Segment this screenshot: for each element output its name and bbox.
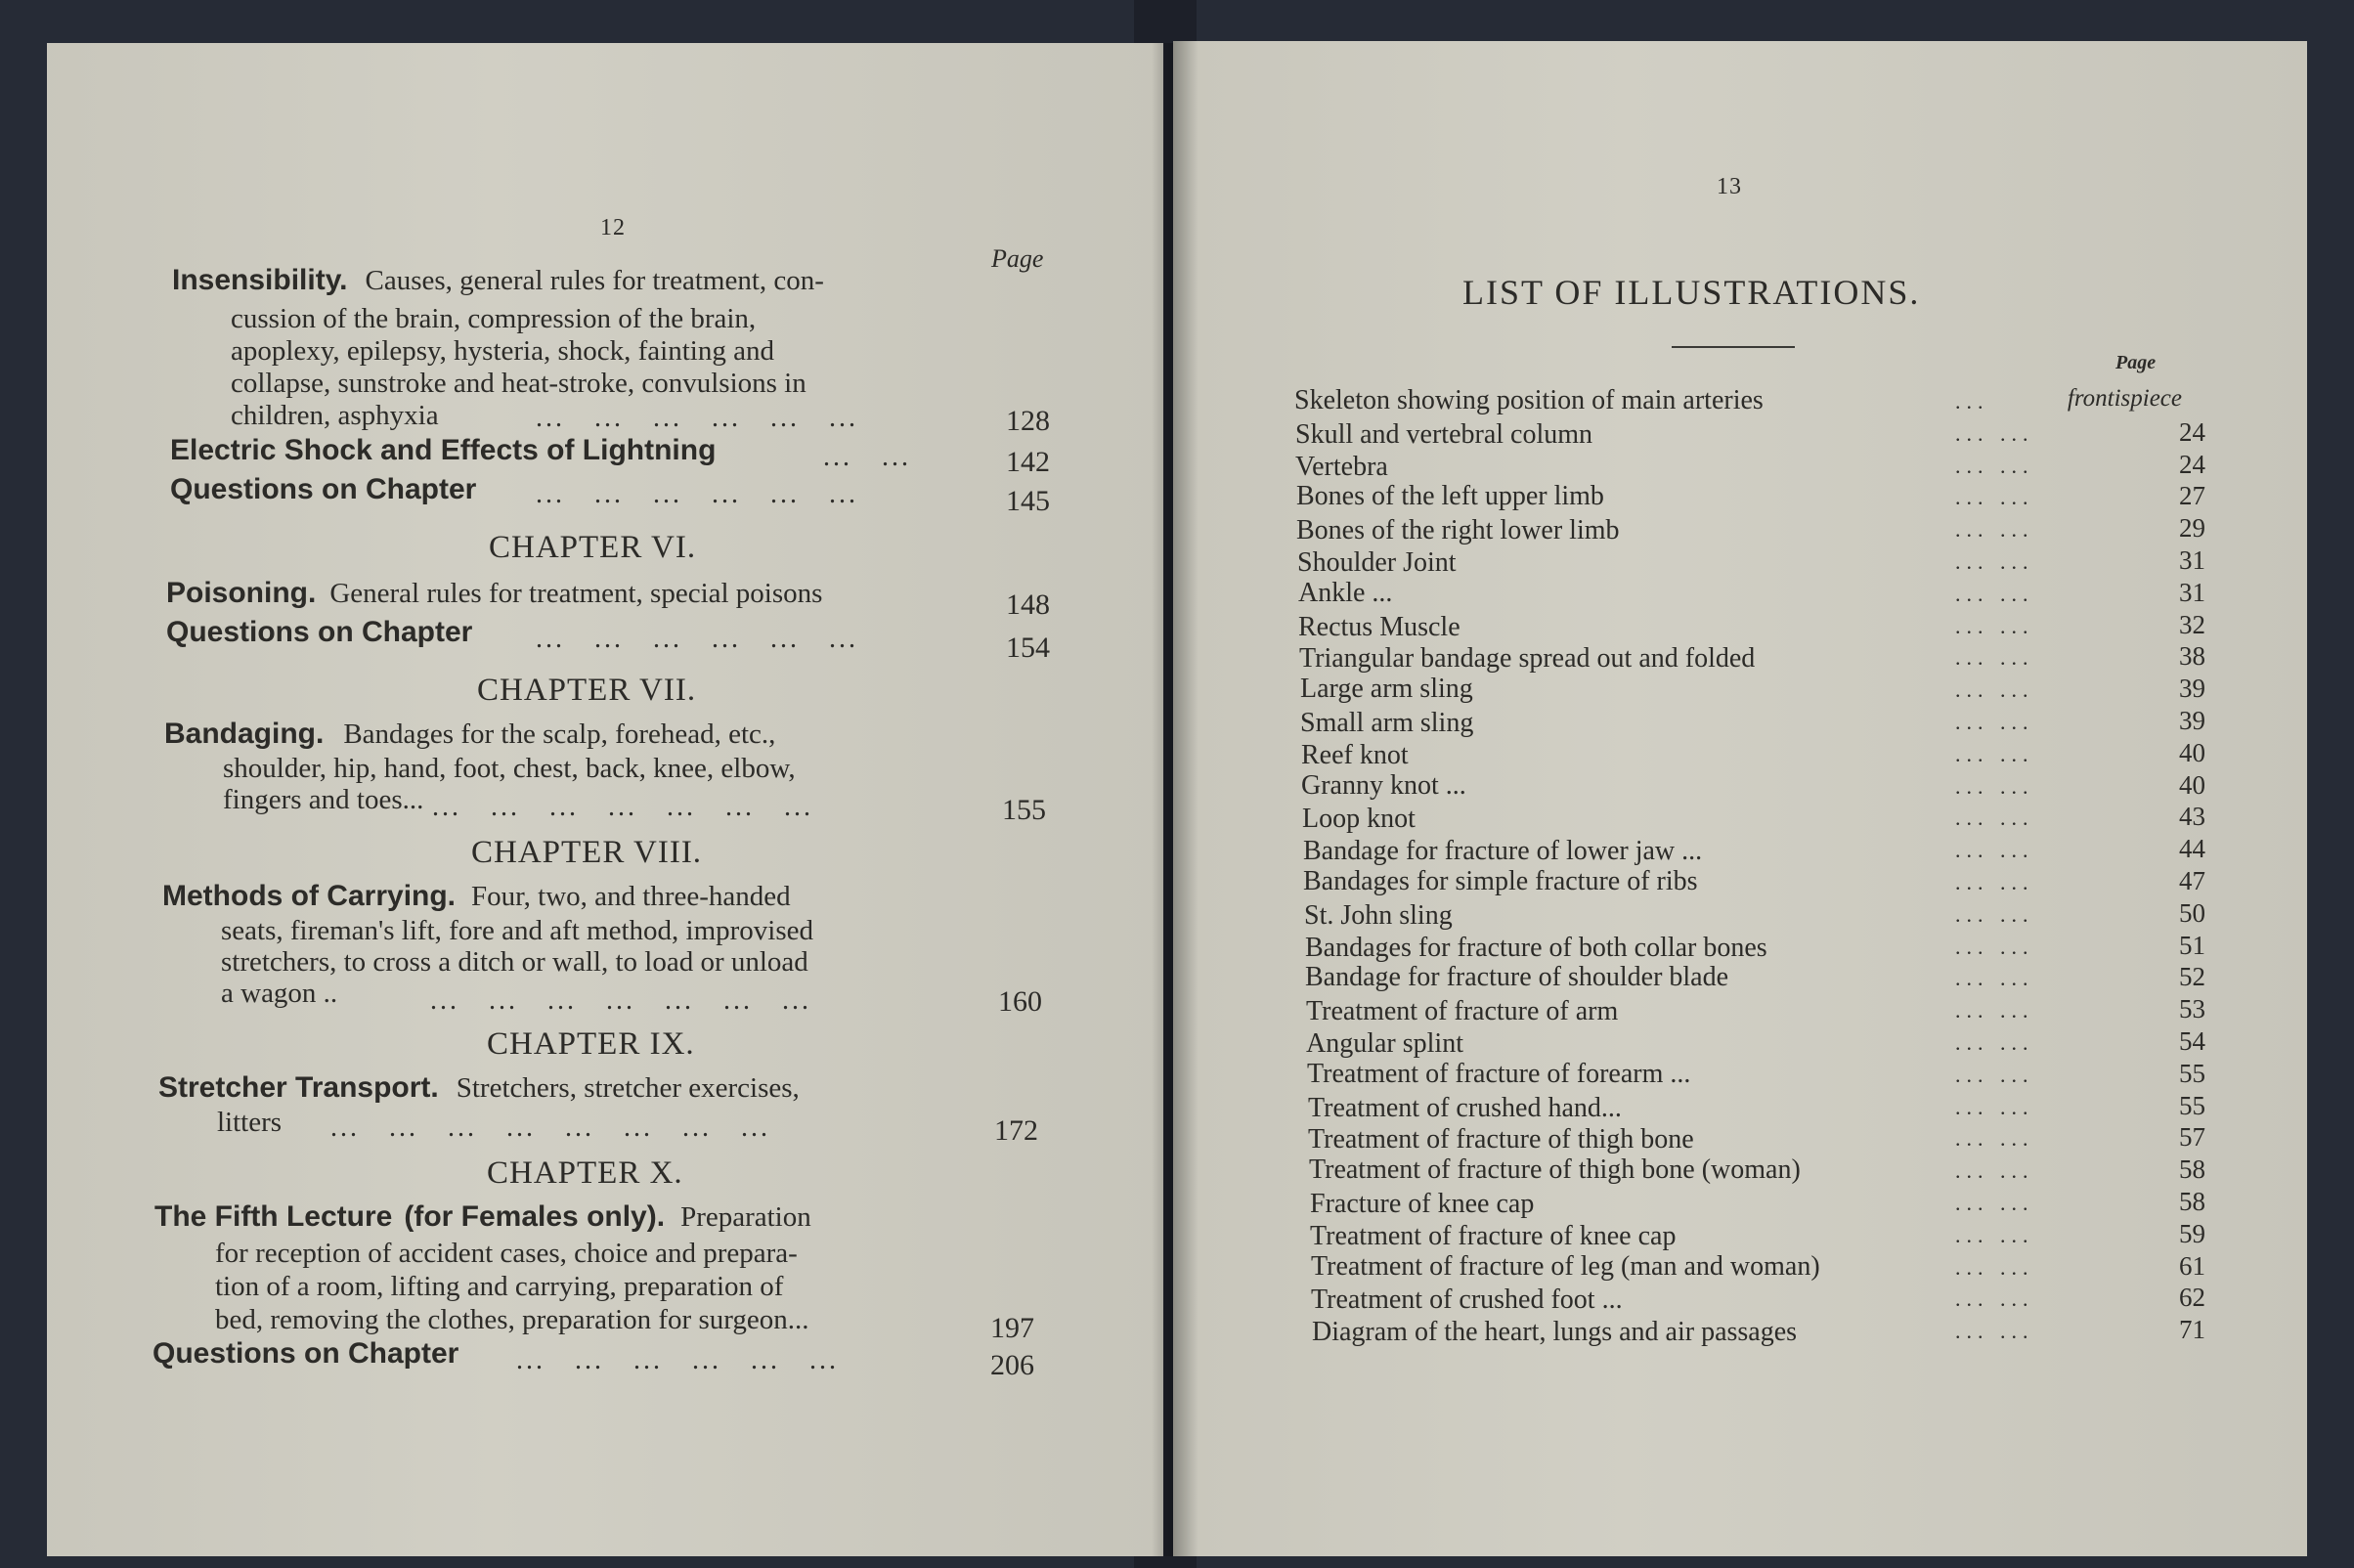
dot-leader: ... ...	[1955, 742, 2034, 766]
illustration-page-number: 62	[2179, 1283, 2205, 1312]
dot-leader: ... ...	[1955, 806, 2034, 830]
chapter-heading: CHAPTER X.	[487, 1155, 683, 1191]
dot-leader: ... ... ... ... ... ...	[536, 479, 858, 509]
entry-desc-line: collapse, sunstroke and heat-stroke, convulsions in	[231, 368, 806, 399]
dot-leader: ... ...	[1955, 485, 2034, 509]
illustration-label: St. John sling	[1304, 900, 1453, 931]
entry-desc-line: bed, removing the clothes, preparation for surgeon...	[215, 1304, 809, 1335]
dot-leader: ...	[1955, 389, 1989, 414]
entry-desc-line: children, asphyxia	[231, 400, 439, 431]
illustration-page-number: 40	[2179, 738, 2205, 767]
dot-leader: ... ...	[1955, 1063, 2034, 1087]
dot-leader: ... ...	[1955, 710, 2034, 734]
left-page-number: 12	[600, 215, 626, 240]
dot-leader: ... ...	[1955, 1126, 2034, 1151]
entry-desc-line: Stretchers, stretcher exercises,	[456, 1072, 800, 1104]
illustration-page-number: 31	[2179, 545, 2205, 575]
toc-entry-insensibility	[172, 264, 824, 297]
entry-desc-line: Bandages for the scalp, forehead, etc.,	[343, 719, 776, 750]
illustration-label: Bones of the left upper limb	[1296, 481, 1604, 511]
illustration-page-number: 55	[2179, 1091, 2205, 1120]
illustration-page-number: 39	[2179, 674, 2205, 703]
illustration-label: Bandage for fracture of shoulder blade	[1305, 962, 1729, 992]
illustration-label: Bones of the right lower limb	[1296, 515, 1620, 545]
illustration-page-number: 24	[2179, 417, 2205, 447]
illustration-page-number: 27	[2179, 481, 2205, 510]
dot-leader: ... ...	[1955, 1191, 2034, 1215]
toc-entry-methods-of-carrying	[162, 880, 791, 913]
illustration-label: Fracture of knee cap	[1310, 1189, 1535, 1219]
entry-desc-line: cussion of the brain, compression of the brain,	[231, 303, 757, 334]
illustration-page-number: 58	[2179, 1187, 2205, 1216]
illustration-page-number: 47	[2179, 866, 2205, 895]
entry-desc-line: for reception of accident cases, choice and prepara-	[215, 1238, 798, 1269]
entry-desc-line: apoplexy, epilepsy, hysteria, shock, fainting and	[231, 335, 774, 367]
illustration-page-number: 61	[2179, 1251, 2205, 1281]
illustration-label: Treatment of fracture of thigh bone	[1308, 1124, 1694, 1154]
illustration-label: Rectus Muscle	[1298, 612, 1460, 642]
illustration-label: Skull and vertebral column	[1295, 419, 1593, 450]
dot-leader: ... ...	[1955, 517, 2034, 542]
illustration-label: Triangular bandage spread out and folded	[1299, 643, 1756, 674]
dot-leader: ... ...	[1955, 1223, 2034, 1247]
dot-leader: ... ...	[1955, 1158, 2034, 1183]
illustration-label: Granny knot ...	[1301, 770, 1466, 801]
entry-page-number: 145	[1006, 485, 1050, 517]
illustration-page-number: 24	[2179, 450, 2205, 479]
entry-desc-line: a wagon ..	[221, 978, 338, 1009]
illustration-page-number: 32	[2179, 610, 2205, 639]
illustration-label: Shoulder Joint	[1297, 547, 1457, 578]
illustration-page-number: 57	[2179, 1122, 2205, 1152]
entry-desc-line: shoulder, hip, hand, foot, chest, back, knee, elbow,	[223, 753, 796, 784]
entry-desc-line: Preparation	[680, 1201, 811, 1233]
dot-leader: ... ... ... ... ... ... ...	[432, 792, 813, 822]
entry-page-number: 197	[990, 1312, 1034, 1344]
entry-desc-line: fingers and toes...	[223, 784, 424, 815]
dot-leader: ... ...	[1955, 645, 2034, 670]
illustration-page-number: 58	[2179, 1154, 2205, 1184]
illustration-label: Large arm sling	[1300, 674, 1473, 704]
entry-page-number: 154	[1006, 632, 1050, 664]
entry-page-number: 155	[1002, 794, 1046, 826]
entry-title: Stretcher Transport.	[158, 1071, 439, 1104]
illustration-label: Treatment of fracture of forearm ...	[1307, 1059, 1691, 1089]
entry-title: Methods of Carrying.	[162, 880, 457, 912]
illustration-label: Diagram of the heart, lungs and air passages	[1312, 1317, 1798, 1347]
illustration-page-number: 40	[2179, 770, 2205, 800]
illustration-page-number: 38	[2179, 641, 2205, 671]
dot-leader: ... ...	[1955, 838, 2034, 862]
entry-desc-line: tion of a room, lifting and carrying, preparation of	[215, 1271, 784, 1302]
right-page-number: 13	[1717, 174, 1742, 199]
dot-leader: ... ...	[1955, 1286, 2034, 1311]
page-title: LIST OF ILLUSTRATIONS.	[1462, 273, 1921, 312]
dot-leader: ... ... ... ... ... ...	[536, 624, 858, 654]
dot-leader: ... ...	[1955, 935, 2034, 959]
illustration-label: Vertebra	[1295, 452, 1388, 482]
illustration-page-number: 39	[2179, 706, 2205, 735]
toc-entry-fifth-lecture	[154, 1200, 811, 1234]
dot-leader: ... ...	[1955, 1095, 2034, 1119]
entry-page-number: 172	[994, 1114, 1038, 1147]
illustration-label: Bandages for simple fracture of ribs	[1303, 866, 1698, 896]
dot-leader: ... ...	[1955, 902, 2034, 927]
entry-page-number: 142	[1006, 446, 1050, 478]
illustration-label: Bandage for fracture of lower jaw ...	[1303, 836, 1703, 866]
illustration-label: Treatment of fracture of thigh bone (woman)	[1309, 1154, 1801, 1185]
entry-desc-line: seats, fireman's lift, fore and aft method, improvised	[221, 915, 813, 946]
toc-entry-questions: Questions on Chapter	[166, 616, 473, 648]
dot-leader: ... ...	[1955, 870, 2034, 894]
title-rule	[1672, 346, 1795, 348]
illustration-label: Skeleton showing position of main arteries	[1294, 385, 1764, 415]
entry-desc-line: Causes, general rules for treatment, con-	[365, 265, 824, 296]
entry-title: Insensibility.	[172, 264, 348, 296]
illustration-page-number: frontispiece	[2067, 385, 2182, 412]
illustration-label: Treatment of fracture of arm	[1306, 996, 1619, 1026]
entry-desc-line: Four, two, and three-handed	[471, 881, 791, 912]
dot-leader: ... ...	[1955, 582, 2034, 606]
entry-title: Bandaging.	[164, 718, 325, 750]
dot-leader: ... ...	[1955, 1319, 2034, 1343]
toc-entry-bandaging	[164, 718, 775, 751]
illustration-label: Treatment of fracture of leg (man and woman)	[1311, 1251, 1820, 1282]
chapter-heading: CHAPTER VIII.	[471, 835, 703, 870]
illustration-page-number: 51	[2179, 931, 2205, 960]
dot-leader: ... ... ... ... ... ... ...	[430, 985, 811, 1016]
illustration-page-number: 31	[2179, 578, 2205, 607]
illustration-label: Bandages for fracture of both collar bones	[1305, 933, 1767, 963]
illustration-label: Treatment of crushed hand...	[1308, 1093, 1622, 1123]
dot-leader: ... ... ... ... ... ... ... ...	[330, 1112, 770, 1143]
dot-leader: ... ...	[1955, 1255, 2034, 1280]
illustration-label: Small arm sling	[1300, 708, 1474, 738]
dot-leader: ... ...	[1955, 677, 2034, 702]
left-page-column-heading: Page	[991, 244, 1044, 273]
dot-leader: ... ... ... ... ... ...	[536, 403, 858, 433]
entry-page-number: 160	[998, 985, 1042, 1018]
toc-entry-poisoning	[166, 577, 822, 610]
chapter-heading: CHAPTER VI.	[489, 530, 697, 565]
illustration-page-number: 55	[2179, 1059, 2205, 1088]
entry-desc-line: stretchers, to cross a ditch or wall, to load or unload	[221, 946, 808, 978]
illustration-page-number: 29	[2179, 513, 2205, 543]
illustration-label: Angular splint	[1306, 1028, 1463, 1059]
dot-leader: ... ...	[1955, 966, 2034, 990]
dot-leader: ... ...	[1955, 614, 2034, 638]
illustration-page-number: 43	[2179, 802, 2205, 831]
chapter-heading: CHAPTER VII.	[477, 673, 697, 708]
dot-leader: ... ...	[823, 442, 911, 472]
toc-entry-questions: Questions on Chapter	[153, 1337, 459, 1370]
dot-leader: ... ...	[1955, 454, 2034, 478]
entry-title: Poisoning.	[166, 577, 317, 609]
illustration-page-number: 71	[2179, 1315, 2205, 1344]
dot-leader: ... ...	[1955, 1030, 2034, 1055]
illustration-label: Ankle ...	[1298, 578, 1393, 608]
entry-title: The Fifth Lecture	[154, 1200, 393, 1233]
entry-title-suffix: (for Females only).	[404, 1200, 666, 1233]
entry-desc-line: litters	[217, 1107, 283, 1138]
toc-entry-electric-shock: Electric Shock and Effects of Lightning	[170, 434, 717, 466]
illustration-label: Treatment of crushed foot ...	[1311, 1285, 1623, 1315]
illustration-page-number: 50	[2179, 898, 2205, 928]
entry-page-number: 148	[1006, 588, 1050, 621]
illustration-label: Treatment of fracture of knee cap	[1310, 1221, 1677, 1251]
illustration-page-number: 44	[2179, 834, 2205, 863]
toc-entry-stretcher-transport	[158, 1071, 800, 1105]
dot-leader: ... ...	[1955, 549, 2034, 574]
right-page-column-heading: Page	[2115, 352, 2157, 373]
illustration-page-number: 54	[2179, 1026, 2205, 1056]
dot-leader: ... ...	[1955, 998, 2034, 1023]
dot-leader: ... ... ... ... ... ...	[516, 1345, 839, 1375]
dot-leader: ... ...	[1955, 774, 2034, 799]
illustration-page-number: 59	[2179, 1219, 2205, 1248]
illustration-label: Reef knot	[1301, 740, 1409, 770]
illustration-page-number: 53	[2179, 994, 2205, 1024]
entry-page-number: 206	[990, 1349, 1034, 1381]
illustration-label: Loop knot	[1302, 804, 1416, 834]
dot-leader: ... ...	[1955, 421, 2034, 446]
chapter-heading: CHAPTER IX.	[487, 1026, 695, 1062]
entry-page-number: 128	[1006, 405, 1050, 437]
entry-desc-line: General rules for treatment, special poisons	[329, 578, 823, 609]
illustration-page-number: 52	[2179, 962, 2205, 991]
toc-entry-questions: Questions on Chapter	[170, 473, 477, 505]
